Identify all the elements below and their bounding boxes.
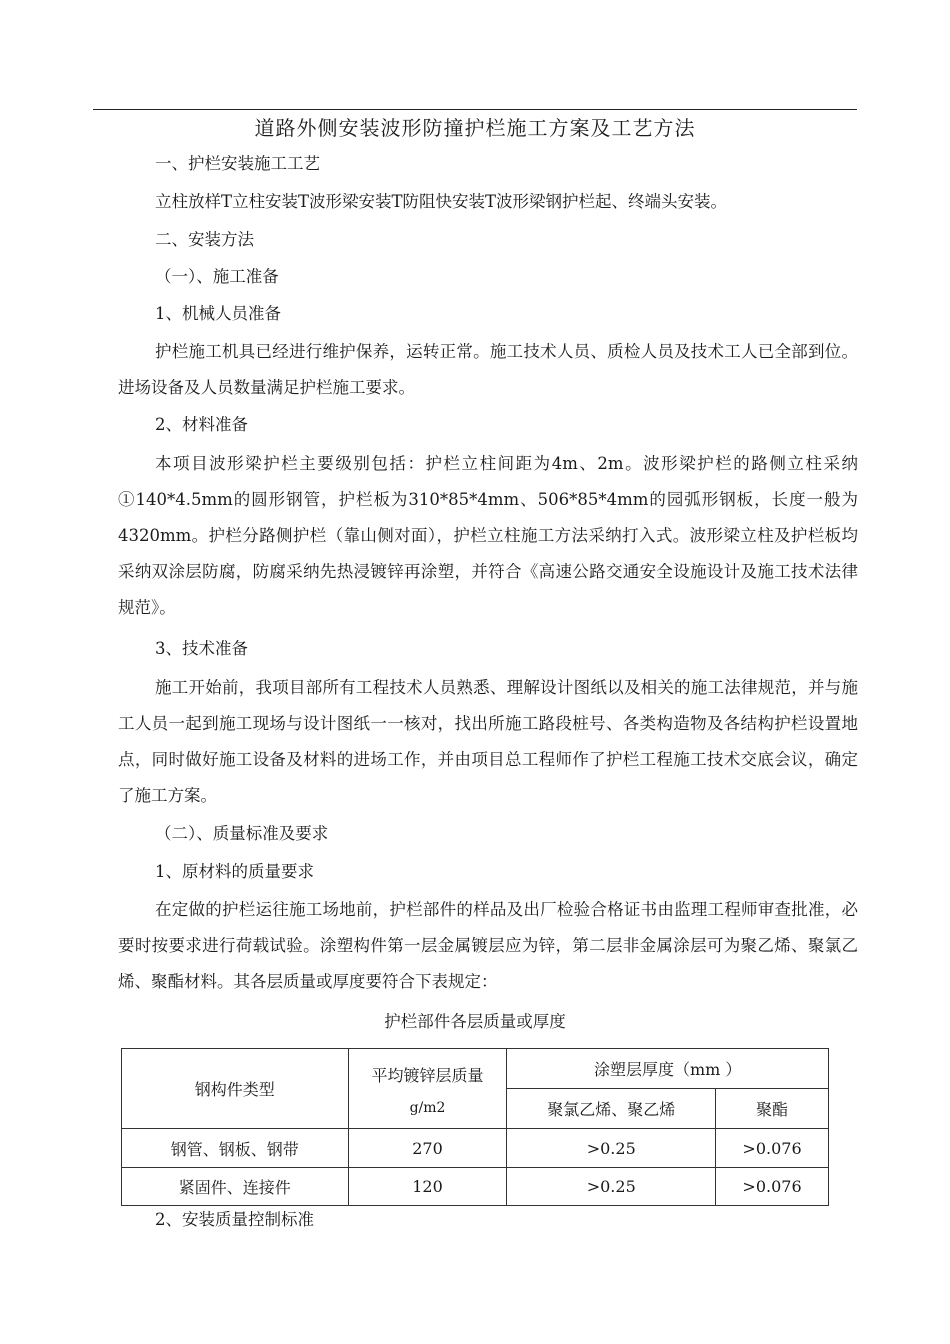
cell-pvc: >0.25 [507, 1168, 716, 1206]
header-zinc-mass-unit: g/m2 [409, 1099, 446, 1116]
coating-table [121, 1048, 829, 1206]
section-heading-2: 二、安装方法 [155, 230, 254, 249]
cell-poly: >0.076 [716, 1168, 829, 1206]
cell-type: 紧固件、连接件 [122, 1168, 349, 1206]
table-caption: 护栏部件各层质量或厚度 [384, 1012, 566, 1031]
cell-zinc: 120 [348, 1168, 507, 1206]
paragraph-machinery: 护栏施工机具已经进行维护保养，运转正常。施工技术人员、质检人员及技术工人已全部到位。进场设备及人员数量满足护栏施工要求。 [118, 342, 858, 397]
item-heading-machinery: 1、机械人员准备 [155, 304, 281, 323]
section-heading-1: 一、护栏安装施工工艺 [155, 154, 320, 173]
table-row [122, 1168, 829, 1206]
document-title: 道路外侧安装波形防撞护栏施工方案及工艺方法 [254, 116, 696, 140]
header-rule [93, 109, 857, 110]
item-heading-install-quality: 2、安装质量控制标准 [155, 1210, 314, 1229]
header-pvc-pe: 聚氯乙烯、聚乙烯 [507, 1089, 716, 1129]
cell-poly: >0.076 [716, 1129, 829, 1168]
paragraph-technical: 施工开始前，我项目部所有工程技术人员熟悉、理解设计图纸以及相关的施工法律规范，并与施工人员一起到施工现场与设计图纸一一核对，找出所施工路段桩号、各类构造物及各结构护栏设置地点，同时做好施工设备及材料的进场工作，并由项目总工程师作了护栏工程施工技术交底会议，确定了施工方案。 [118, 678, 858, 805]
table-row [122, 1129, 829, 1168]
cell-type: 钢管、钢板、钢带 [122, 1129, 349, 1168]
paragraph-raw-material: 在定做的护栏运往施工场地前，护栏部件的样品及出厂检验合格证书由监理工程师审查批准，必要时按要求进行荷载试验。涂塑构件第一层金属镀层应为锌，第二层非金属涂层可为聚乙烯、聚氯乙烯、聚酯材料。其各层质量或厚度要符合下表规定： [118, 900, 858, 991]
item-heading-technical: 3、技术准备 [155, 639, 248, 658]
subsection-heading-prep: （一）、施工准备 [155, 267, 279, 286]
header-polyester: 聚酯 [716, 1089, 829, 1129]
cell-pvc: >0.25 [507, 1129, 716, 1168]
header-zinc-mass-label: 平均镀锌层质量 [371, 1065, 484, 1085]
header-steel-type: 钢构件类型 [122, 1049, 349, 1129]
header-zinc-mass [348, 1049, 507, 1129]
cell-zinc: 270 [348, 1129, 507, 1168]
paragraph-materials: 本项目波形梁护栏主要级别包括：护栏立柱间距为4m、2m。波形梁护栏的路侧立柱采纳①140*4.5mm的圆形钢管，护栏板为310*85*4mm、506*85*4mm的园弧形钢板，长度一般为4320mm。护栏分路侧护栏（靠山侧对面），护栏立柱施工方法采纳打入式。波形梁立柱及护栏板均采纳双涂层防腐，防腐采纳先热浸镀锌再涂塑，并符合《高速公路交通安全设施设计及施工技术法律规范》。 [118, 454, 858, 617]
item-heading-materials: 2、材料准备 [155, 415, 248, 434]
item-heading-raw-material: 1、原材料的质量要求 [155, 862, 314, 881]
subsection-heading-quality: （二）、质量标准及要求 [155, 824, 329, 843]
header-coating-thickness: 涂塑层厚度（mm ） [507, 1049, 829, 1089]
process-sequence: 立柱放样T立柱安装T波形梁安装T防阻快安装T波形梁钢护栏起、终端头安装。 [155, 192, 728, 211]
